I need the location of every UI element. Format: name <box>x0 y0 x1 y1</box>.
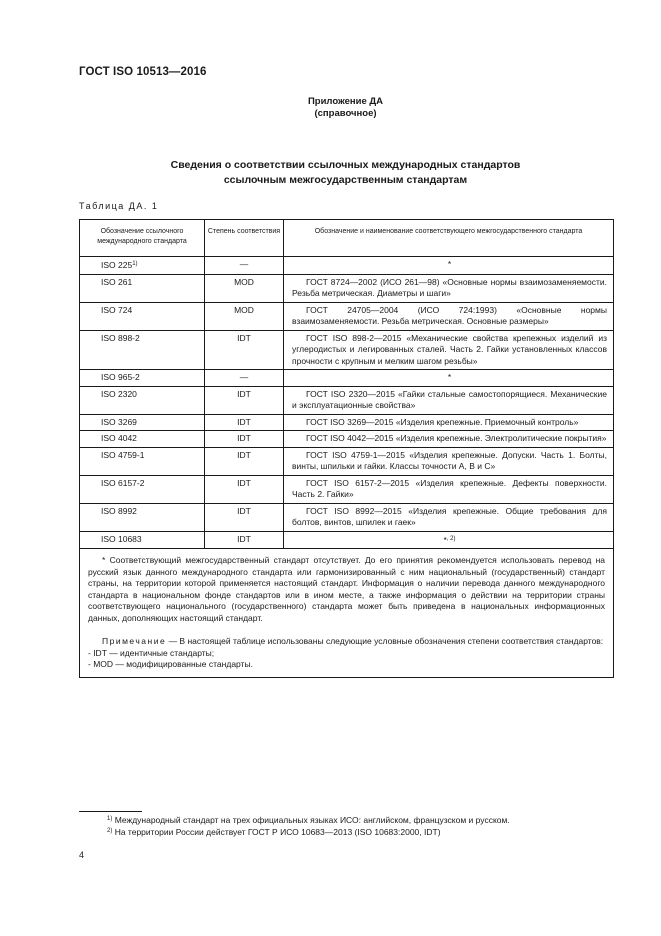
table-row <box>80 503 614 531</box>
intl-standard-code: ISO 225 <box>101 260 133 270</box>
cell-degree: MOD <box>205 302 284 330</box>
intl-standard-code: ISO 965-2 <box>101 372 140 382</box>
table-row <box>80 370 614 387</box>
footnote-2-mark: 2) <box>107 828 113 834</box>
cell-interstate-standard <box>284 386 614 414</box>
cell-intl-standard <box>80 330 205 370</box>
note-paragraph <box>88 636 605 648</box>
cell-intl-standard <box>80 431 205 448</box>
intl-standard-code: ISO 6157-2 <box>101 477 145 488</box>
table-row <box>80 257 614 275</box>
cell-intl-standard <box>80 414 205 431</box>
notes-row <box>80 549 614 678</box>
footnote-ref: 1) <box>132 261 138 267</box>
interstate-standard-text: ГОСТ ISO 4759-1—2015 «Изделия крепежные. Допуски. Часть 1. Болты, винты, шпильки и гайки. Классы точности A, B и C» <box>292 449 607 471</box>
cell-intl-standard <box>80 475 205 503</box>
intl-standard-code: ISO 2320 <box>101 388 137 399</box>
table-row <box>80 447 614 475</box>
section-title-line1: Сведения о соответствии ссылочных международных стандартов <box>170 159 521 171</box>
cell-interstate-standard <box>284 447 614 475</box>
interstate-standard-text: ГОСТ ISO 2320—2015 «Гайки стальные самостопорящиеся. Механические и эксплуатационные свойства» <box>292 388 607 410</box>
interstate-standard-text: ГОСТ ISO 3269—2015 «Изделия крепежные. Приемочный контроль» <box>306 416 579 427</box>
cell-degree: — <box>205 257 284 275</box>
table-header-row <box>80 220 614 257</box>
column-header-degree: Степень соответствия <box>205 220 284 257</box>
intl-standard-code: ISO 261 <box>101 276 133 287</box>
note-item-idt: - IDT — идентичные стандарты; <box>88 647 215 658</box>
footnote-2-text: На территории России действует ГОСТ Р ИСО 10683—2013 (ISO 10683:2000, IDT) <box>112 827 441 837</box>
intl-standard-code: ISO 898-2 <box>101 332 140 343</box>
cell-degree: IDT <box>205 431 284 448</box>
table-notes <box>80 549 614 678</box>
note-item-mod: - MOD — модифицированные стандарты. <box>88 659 253 669</box>
intl-standard-code: ISO 724 <box>101 304 133 315</box>
cell-intl-standard <box>80 447 205 475</box>
note-text: — В настоящей таблице использованы следующие условные обозначения степени соответствия стандартов: <box>166 636 604 646</box>
cell-intl-standard <box>80 370 205 387</box>
cell-degree: IDT <box>205 503 284 531</box>
page-number: 4 <box>79 850 85 860</box>
footnote-1-mark: 1) <box>107 816 113 822</box>
intl-standard-code: ISO 3269 <box>101 416 137 427</box>
footnote-1-text: Международный стандарт на трех официальных языках ИСО: английском, французском и русском. <box>112 815 510 825</box>
cell-interstate-standard <box>284 531 614 549</box>
note-label: Примечание <box>102 636 167 646</box>
cell-intl-standard <box>80 386 205 414</box>
cell-degree: IDT <box>205 475 284 503</box>
cell-interstate-standard <box>284 475 614 503</box>
cell-degree: MOD <box>205 274 284 302</box>
table-row <box>80 531 614 549</box>
interstate-standard-text: * <box>447 372 452 382</box>
intl-standard-code: ISO 8992 <box>101 505 137 516</box>
interstate-standard-text: ГОСТ 8724—2002 (ИСО 261—98) «Основные нормы взаимозаменяемости. Резьба метрическая. Диаметры и шаги» <box>292 276 607 298</box>
document-header: ГОСТ ISO 10513—2016 <box>79 66 207 78</box>
footnote-1 <box>107 815 510 825</box>
cell-interstate-standard <box>284 503 614 531</box>
table-row <box>80 274 614 302</box>
standards-table <box>79 219 614 678</box>
interstate-standard-text: ГОСТ ISO 898-2—2015 «Механические свойства крепежных изделий из углеродистых и легированных сталей. Часть 2. Гайки установленных классов прочности с крупным и мелким шагом резьбы» <box>292 332 607 366</box>
appendix-title: Приложение ДА <box>307 96 384 107</box>
cell-interstate-standard <box>284 330 614 370</box>
interstate-standard-text: * <box>443 534 447 545</box>
interstate-standard-text: ГОСТ ISO 8992—2015 «Изделия крепежные. Общие требования для болтов, винтов, шпилек и гаек» <box>292 505 607 527</box>
cell-interstate-standard <box>284 302 614 330</box>
cell-degree: IDT <box>205 447 284 475</box>
appendix-subtitle: (справочное) <box>314 108 377 119</box>
interstate-standard-text: * <box>447 259 452 269</box>
note-star: * Соответствующий межгосударственный стандарт отсутствует. До его принятия рекомендуется использовать перевод на русский язык данного международного стандарта или гармонизированный с ним национальный (государственный) стандарт страны, на территории которой применяется настоящий стандарт. Информация о наличии перевода данного международного стандарта в национальном фонде стандартов или в ином месте, а также информация о действии на территории страны соответствующего национального (государственного) стандарта может быть приведена в национальных информационных данных, дополняющих настоящий стандарт. <box>88 555 605 623</box>
cell-degree: IDT <box>205 330 284 370</box>
table-row <box>80 414 614 431</box>
table-row <box>80 431 614 448</box>
cell-interstate-standard <box>284 274 614 302</box>
cell-interstate-standard <box>284 257 614 275</box>
cell-degree: IDT <box>205 386 284 414</box>
table-row <box>80 330 614 370</box>
interstate-standard-text: ГОСТ ISO 6157-2—2015 «Изделия крепежные. Дефекты поверхности. Часть 2. Гайки» <box>292 477 607 499</box>
cell-intl-standard <box>80 503 205 531</box>
footnote-2 <box>107 827 441 837</box>
cell-degree: IDT <box>205 414 284 431</box>
interstate-standard-text: ГОСТ 24705—2004 (ИСО 724:1993) «Основные нормы взаимозаменяемости. Резьба метрическая. Основные размеры» <box>292 304 607 326</box>
table-row <box>80 302 614 330</box>
cell-intl-standard <box>80 531 205 549</box>
cell-degree: — <box>205 370 284 387</box>
cell-interstate-standard <box>284 370 614 387</box>
table-row <box>80 475 614 503</box>
cell-intl-standard <box>80 257 205 275</box>
cell-intl-standard <box>80 274 205 302</box>
table-body <box>80 257 614 549</box>
column-header-interstate-standard: Обозначение и наименование соответствующего межгосударственного стандарта <box>284 220 614 257</box>
cell-interstate-standard <box>284 414 614 431</box>
footnote-separator <box>79 811 142 812</box>
interstate-standard-text: ГОСТ ISO 4042—2015 «Изделия крепежные. Электролитические покрытия» <box>306 433 607 443</box>
cell-interstate-standard <box>284 431 614 448</box>
cell-degree: IDT <box>205 531 284 549</box>
section-title-line2: ссылочным межгосударственным стандартам <box>223 174 468 186</box>
intl-standard-code: ISO 4759-1 <box>101 449 145 460</box>
table-label: Таблица ДА. 1 <box>79 201 159 211</box>
footnote-ref: , 2) <box>446 535 456 542</box>
table-row <box>80 386 614 414</box>
column-header-intl-standard: Обозначение ссылочного международного стандарта <box>80 220 205 257</box>
intl-standard-code: ISO 4042 <box>101 433 137 443</box>
cell-intl-standard <box>80 302 205 330</box>
intl-standard-code: ISO 10683 <box>101 533 142 544</box>
